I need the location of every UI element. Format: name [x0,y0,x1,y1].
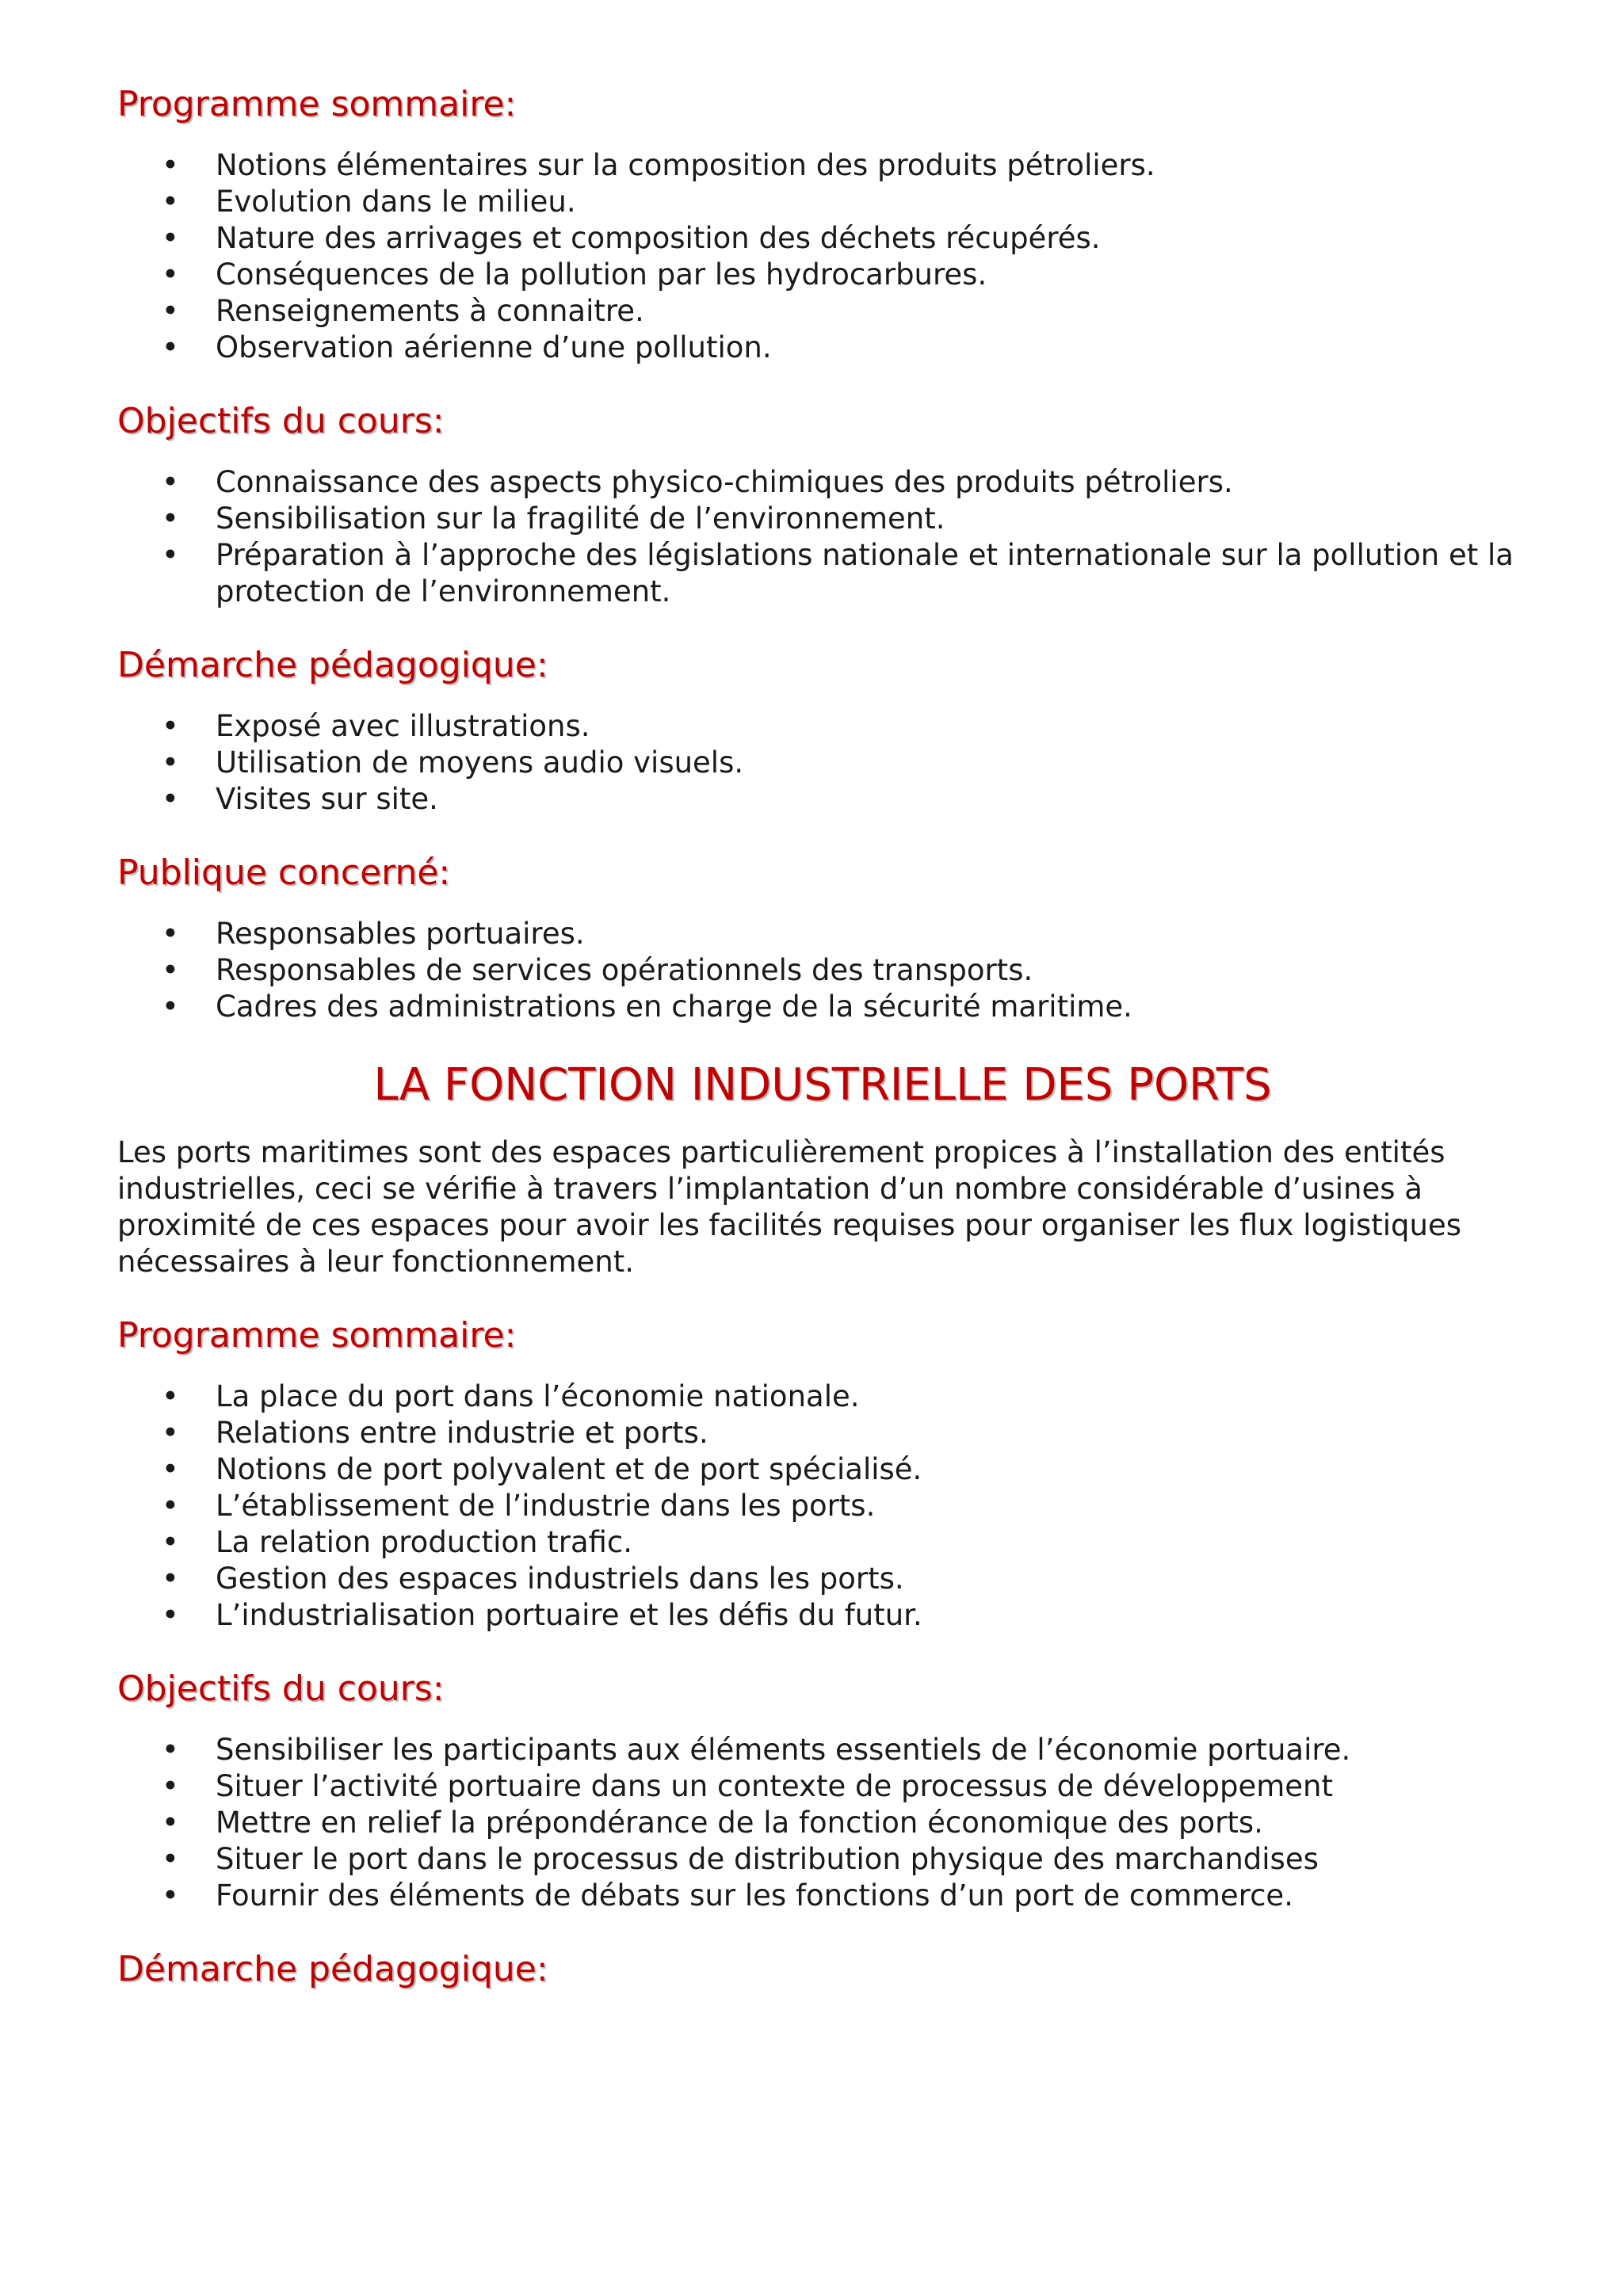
list-item: • Sensibiliser les participants aux éléments essentiels de l’économie portuaire. [117,1732,1528,1768]
list-item: • Relations entre industrie et ports. [117,1415,1528,1451]
chapter-title: LA FONCTION INDUSTRIELLE DES PORTS [373,1059,1272,1111]
list-item: • Cadres des administrations en charge de la sécurité maritime. [117,989,1528,1025]
objectifs-list-2 [117,1732,1528,1914]
list-item: • Responsables de services opérationnels des transports. [117,952,1528,989]
list-item: • Renseignements à connaitre. [117,293,1528,330]
list-item: • Notions de port polyvalent et de port spécialisé. [117,1451,1528,1488]
section-heading-demarche: Démarche pédagogique: [117,645,548,685]
list-item: • La relation production trafic. [117,1524,1528,1561]
section-heading-demarche-2: Démarche pédagogique: [117,1949,548,1989]
section-heading-objectifs-2: Objectifs du cours: [117,1669,445,1709]
list-item: • Observation aérienne d’une pollution. [117,330,1528,366]
list-item: • Notions élémentaires sur la composition des produits pétroliers. [117,147,1528,184]
section-heading-objectifs: Objectifs du cours: [117,401,445,441]
programme-list [117,147,1528,366]
list-item: • Exposé avec illustrations. [117,708,1528,745]
list-item: • Nature des arrivages et composition des déchets récupérés. [117,220,1528,257]
section-heading-publique: Publique concerné: [117,852,451,893]
list-item: • Connaissance des aspects physico-chimiques des produits pétroliers. [117,464,1528,501]
list-item: • L’industrialisation portuaire et les défis du futur. [117,1597,1528,1634]
list-item: • La place du port dans l’économie nationale. [117,1379,1528,1415]
programme-list-2 [117,1379,1528,1634]
list-item: • Fournir des éléments de débats sur les fonctions d’un port de commerce. [117,1878,1528,1914]
list-item: • L’établissement de l’industrie dans les ports. [117,1488,1528,1524]
list-item: • Evolution dans le milieu. [117,184,1528,220]
section-heading-programme: Programme sommaire: [117,84,517,124]
list-item: • Responsables portuaires. [117,916,1528,952]
section-heading-programme-2: Programme sommaire: [117,1315,517,1356]
list-item: • Mettre en relief la prépondérance de la fonction économique des ports. [117,1805,1528,1841]
intro-paragraph: Les ports maritimes sont des espaces particulièrement propices à l’installation des entités industrielles, ceci se vérifie à travers l’implantation d’un nombre considérable d’usines à proximité de ces espaces pour avoir les facilités requises pour organiser les flux logistiques nécessaires à leur fonctionnement. [117,1135,1462,1279]
list-item: • Situer l’activité portuaire dans un contexte de processus de développement [117,1768,1528,1805]
list-item: • Préparation à l’approche des législations nationale et internationale sur la pollution et la protection de l’environnement. [117,537,1528,610]
list-item: • Gestion des espaces industriels dans les ports. [117,1561,1528,1597]
list-item: • Utilisation de moyens audio visuels. [117,745,1528,781]
objectifs-list [117,464,1528,610]
publique-list [117,916,1528,1025]
list-item: • Visites sur site. [117,781,1528,818]
document-page [117,76,1528,1998]
list-item: • Sensibilisation sur la fragilité de l’environnement. [117,501,1528,537]
list-item: • Situer le port dans le processus de distribution physique des marchandises [117,1841,1528,1878]
list-item: • Conséquences de la pollution par les hydrocarbures. [117,257,1528,293]
demarche-list [117,708,1528,818]
